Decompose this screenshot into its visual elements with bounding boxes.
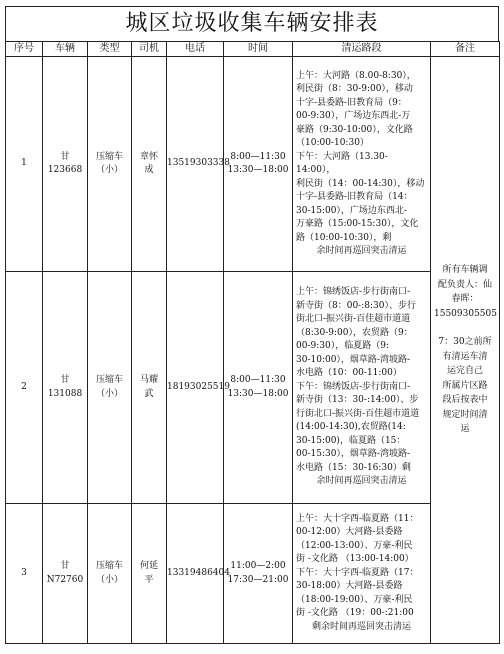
vehicle-cell-line: N72760: [46, 574, 84, 585]
phone-cell: [167, 57, 230, 272]
route-cell-line: 新寺街（13：30-:14:00）、步: [296, 395, 419, 406]
note-line: [434, 321, 496, 335]
route-cell: [293, 504, 431, 644]
route-cell-line: （10:00-10:30）: [296, 138, 369, 148]
route-cell-line: 00-12:00）大河路-县委路: [296, 527, 403, 538]
type-cell: [88, 272, 132, 504]
route-cell: [293, 272, 431, 504]
route-cell-line: 水电路（10：00-11:00）: [296, 368, 402, 379]
route-cell-line: 街 -文化路 （13:00-14:00）: [296, 554, 414, 565]
route-cell-line: 十字-县委路-旧教育局（14：: [296, 192, 413, 202]
route-cell-line: 街 -文化路 （19：00-:21:00: [296, 608, 414, 619]
driver-cell-line: 何延: [139, 561, 158, 571]
driver-cell-line: 武: [144, 388, 154, 399]
note-line: 段后按表中: [442, 395, 488, 406]
phone-cell-line: 18193025519: [167, 381, 230, 392]
route-cell-line: 30-18:00）大河路-县委路: [296, 581, 403, 592]
seq-cell-line: 3: [21, 567, 27, 578]
route-cell-line: 利民街（8：30-9:00），移动: [296, 84, 413, 94]
route-cell-line: 水电路（15：30-16:30）剩: [296, 462, 411, 473]
route-cell-line: 下午：大河路（13.30-14:00），: [296, 151, 388, 175]
route-cell-line: （8:30-9:00），农贸路（9：: [296, 327, 413, 338]
phone-cell-line: 13319486404: [167, 567, 230, 578]
type-cell-line: 压缩车: [95, 375, 123, 385]
header-time: 时间: [224, 42, 293, 57]
time-cell: [224, 272, 293, 504]
header-seq: 序号: [6, 42, 43, 57]
note-line: 所属片区路: [442, 380, 488, 391]
note-line: 春晖：: [451, 294, 479, 305]
driver-cell: [132, 272, 167, 504]
note-line: 7：30之前所: [438, 337, 492, 348]
header-route: 清运路段: [293, 42, 431, 57]
vehicle-cell: [43, 57, 88, 272]
seq-cell: [6, 272, 43, 504]
route-cell-line: 新寺街（8：00-:8:30）、步行: [296, 300, 416, 311]
schedule-table: [5, 41, 500, 644]
seq-cell-line: 2: [21, 381, 27, 392]
type-cell: [88, 504, 132, 644]
route-cell-line: 30-15:00），广场边东西北-: [296, 205, 407, 216]
time-cell-line: 11:00—2:00: [230, 561, 286, 571]
note-line: 15509305505: [434, 308, 497, 319]
table-row: [6, 272, 500, 504]
type-cell: [88, 57, 132, 272]
route-cell-line: 30-10:00），烟草路-湾坡路-: [296, 354, 411, 365]
schedule-sheet: [5, 6, 499, 644]
note-line: 所有车辆调: [442, 265, 488, 276]
route-cell-line: 余时间再巡回突击清运: [316, 246, 407, 256]
phone-cell-line: 13519303338: [167, 158, 230, 169]
route-cell-line: （12:00-13:00）、万豪-利民: [296, 540, 413, 551]
note-line: 运: [460, 424, 470, 435]
type-cell-line: 压缩车: [95, 151, 123, 162]
time-cell: [224, 57, 293, 272]
route-cell-line: 上午：大十字西-临夏路（11：: [296, 513, 419, 524]
note-cell: [431, 57, 500, 644]
page-title: 城区垃圾收集车辆安排表: [5, 6, 499, 41]
type-cell-line: （小）: [95, 574, 123, 585]
note-line: 规定时间清: [442, 409, 488, 420]
note-line: 配负责人：仙: [437, 279, 492, 290]
time-cell-line: 8:00—11:30: [230, 375, 286, 385]
driver-cell-line: 平: [144, 574, 154, 585]
phone-cell: [167, 504, 230, 644]
driver-cell-line: 成: [144, 165, 154, 175]
type-cell-line: （小）: [95, 388, 123, 399]
route-cell-line: 下午：大十字西-临夏路（17：: [296, 567, 419, 578]
header-row: [6, 42, 500, 57]
type-cell-line: （小）: [95, 165, 123, 175]
route-cell-line: 行街北口-振兴街-百佳超市道道: [296, 408, 420, 419]
header-type: 类型: [88, 42, 132, 57]
header-phone: 电话: [167, 42, 224, 57]
note-line: 运完自己: [446, 366, 483, 377]
time-cell-line: 13:30—18:00: [227, 388, 289, 399]
route-cell-line: (14:00-14:30),农贸路(14:: [296, 422, 406, 433]
route-cell: [293, 57, 431, 272]
table-row: [6, 504, 500, 644]
route-cell-line: （18:00-19:00）、万豪-利民: [296, 594, 413, 605]
route-cell-line: 00-9:30），广场边东西北-万: [296, 111, 411, 121]
type-cell-line: 压缩车: [95, 561, 123, 571]
note-line: 有清运车清: [442, 351, 488, 362]
driver-cell: [132, 504, 167, 644]
route-cell-line: 豪路（9:30-10:00），文化路: [296, 124, 413, 135]
route-cell-line: 下午：锦绣饭店-步行街南口-: [296, 381, 411, 392]
vehicle-cell-line: 甘: [60, 375, 70, 385]
header-note: 备注: [431, 42, 500, 57]
route-cell-line: 30-15:00)，临夏路（15：: [296, 435, 406, 446]
phone-cell: [167, 272, 230, 504]
table-row: [6, 57, 500, 272]
route-cell-line: 剩余时间再巡回突击清运: [311, 621, 411, 632]
route-cell-line: 利民街（14：00-14:30），移动: [296, 178, 425, 189]
route-cell-line: 上午：大河路（8.00-8:30），: [296, 70, 416, 81]
time-cell-line: 13:30—18:00: [227, 165, 289, 175]
driver-cell-line: 马耀: [139, 375, 158, 385]
vehicle-cell-line: 甘: [60, 561, 70, 571]
route-cell-line: 余时间再巡回突击清运: [316, 476, 407, 487]
header-vehicle: 车辆: [43, 42, 88, 57]
route-cell-line: 十字-县委路-旧教育局（9：: [296, 97, 407, 108]
route-cell-line: 路（10:00-10:30），剩: [296, 232, 392, 243]
time-cell: [224, 504, 293, 644]
seq-cell: [6, 57, 43, 272]
seq-cell: [6, 504, 43, 644]
vehicle-cell-line: 123668: [47, 165, 83, 175]
route-cell-line: 00-9:30），临夏路（9:: [296, 341, 389, 352]
seq-cell-line: 1: [21, 158, 27, 169]
route-cell-line: 街北口-振兴街-百佳超市道道: [296, 314, 411, 325]
time-cell-line: 8:00—11:30: [230, 151, 286, 162]
route-cell-line: 万豪路（15:00-15:30），文化: [296, 219, 419, 229]
vehicle-cell-line: 131088: [47, 388, 83, 399]
time-cell-line: 17:30—21:00: [227, 574, 289, 585]
route-cell-line: 上午：锦绣饭店-步行街南口-: [296, 287, 411, 298]
vehicle-cell: [43, 504, 88, 644]
header-driver: 司机: [132, 42, 167, 57]
driver-cell-line: 章怀: [139, 151, 158, 162]
vehicle-cell-line: 甘: [60, 151, 70, 162]
vehicle-cell: [43, 272, 88, 504]
route-cell-line: 00-15:30），烟草路-湾坡路-: [296, 449, 411, 460]
driver-cell: [132, 57, 167, 272]
